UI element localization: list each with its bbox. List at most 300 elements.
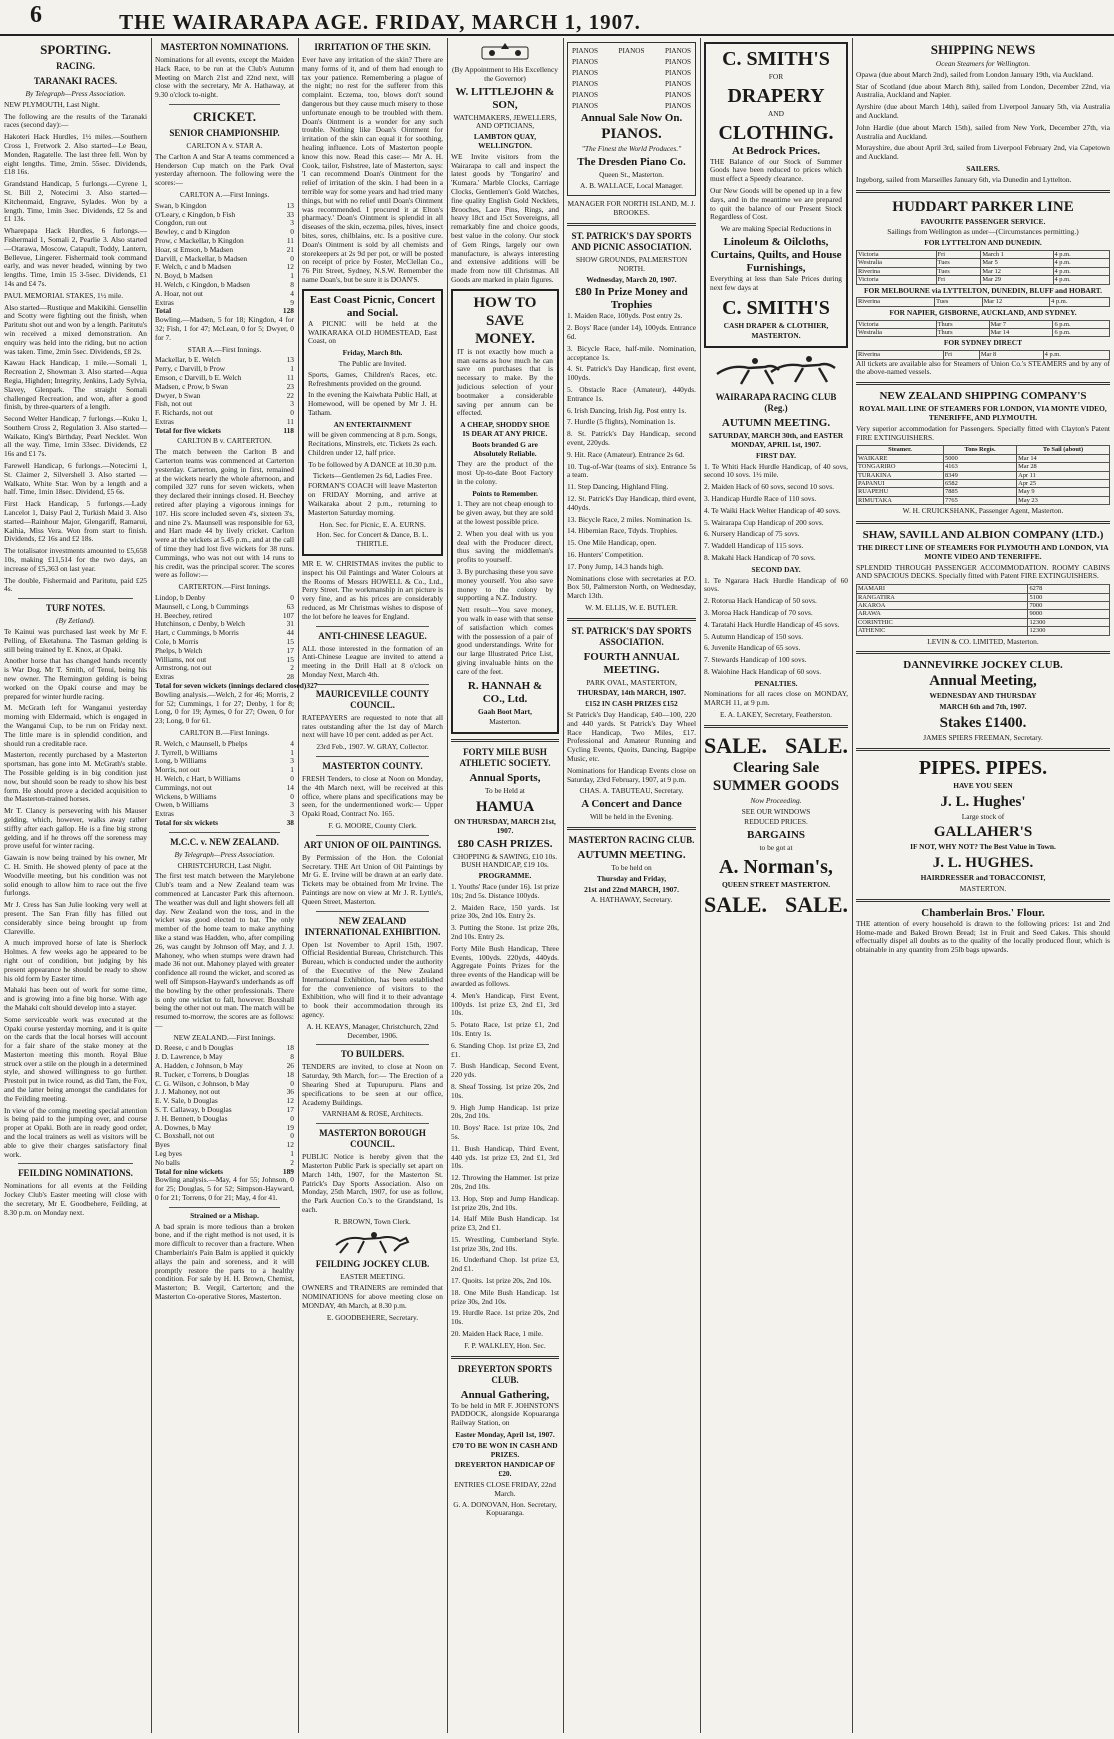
table-cell: 4 p.m. — [1053, 267, 1109, 275]
signature: G. A. DONOVAN, Hon. Secretary, Kopuaranga. — [453, 1499, 557, 1518]
list-item: 8. St. Patrick's Day Handicap, second event, 220yds. — [567, 429, 696, 447]
score-row: Darvill, c Mackellar, b Madsen 0 — [155, 253, 294, 263]
list-item: 9. Hit. Race (Amateur). Entrance 2s 6d. — [567, 449, 685, 459]
list-item: 6. Nursery Handicap of 75 sovs. — [704, 529, 800, 539]
list-item: 4. Men's Handicap, First Event, 100yds. 1st prize £3, 2nd £1, 3rd 10s. — [451, 990, 559, 1018]
signature: 23rd Feb., 1907. W. GRAY, Collector. — [316, 742, 429, 752]
local-manager: A. B. WALLACE, Local Manager. — [580, 180, 683, 190]
table-cell: ATHENIC — [857, 627, 1028, 635]
table-row — [857, 585, 1110, 593]
list-item: 14. Half Mile Bush Handicap. 1st prize £3, 2nd £1. — [451, 1214, 559, 1233]
column-rule — [298, 38, 299, 1733]
table-cell: Apr 11 — [1017, 471, 1110, 479]
cricket-heading: CRICKET. — [193, 108, 256, 124]
paragraph: Bowling analysis.—Welch, 2 for 46; Morris, 2 for 52; Cummings, 1 for 27; Denby, 1 for 8; Long, 0 for 19; Aymes, 0 for 27; Owen, 0 for 23; Long, 0 for 61. — [155, 689, 294, 726]
score-row: Prow, c Mackellar, b Kingdon 11 — [155, 235, 294, 245]
divider — [316, 835, 429, 836]
art-union-heading: ART UNION OF OIL PAINTINGS. — [303, 839, 442, 850]
ocean-heading: Ocean Steamers for Wellington. — [935, 59, 1031, 68]
table-cell: Mar 5 — [981, 259, 1053, 267]
section-heading: SPORTING. — [40, 42, 111, 57]
table-cell: 9000 — [1028, 610, 1110, 618]
paragraph: PAUL MEMORIAL STAKES, 1½ mile. — [4, 290, 124, 300]
paragraph: Nominations close with secretaries at P.O. Box 50, Palmerston North, on Wednesday, March 13th. — [567, 573, 696, 601]
event-date: ON THURSDAY, MARCH 21st, 1907. — [454, 817, 556, 835]
signature: JAMES SPIERS FREEMAN, Secretary. — [923, 733, 1043, 743]
masterton-county-heading: MASTERTON COUNTY. — [322, 761, 423, 771]
table-cell: Mar 14 — [989, 328, 1053, 336]
nzsc-heading: NEW ZEALAND SHIPPING COMPANY'S — [879, 390, 1087, 403]
athletic-heading: FORTY MILE BUSH ATHLETIC SOCIETY. — [459, 747, 551, 769]
list-item: 3. Handicap Hurdle Race of 110 sovs. — [704, 493, 817, 503]
paragraph: Nominations for all races close on MONDAY, MARCH 11, at 9 p.m. — [704, 689, 848, 708]
table-cell: Tues — [936, 267, 981, 275]
town: MASTERTON. — [959, 884, 1007, 894]
table-cell: Victoria — [857, 320, 937, 328]
list-item: 11. Bush Handicap, Third Event, 440 yds. 1st prize £3, 2nd £1, 3rd 10s. — [451, 1143, 559, 1171]
score-row: Extras 9 — [155, 297, 294, 307]
paragraph: FRESH Tenders, to close at Noon on Monday, the 4th March next, will be received at this office, where plans and specifications may be seen, for the undermentioned work:— Upper Opaki Road, Contract No. 165. — [302, 774, 443, 819]
divider — [316, 1123, 429, 1124]
sailers-heading: SAILERS. — [966, 163, 1000, 173]
score-row: Dwyer, b Swan 22 — [155, 390, 294, 400]
score-row: Extras 3 — [155, 809, 294, 819]
pianos-word: PIANOS — [665, 58, 691, 66]
event-date: Thursday and Friday, — [596, 873, 667, 883]
byline: By Telegraph—Press Association. — [174, 849, 275, 859]
summer-goods: SUMMER GOODS — [712, 777, 840, 794]
piano-ad — [567, 42, 696, 196]
list-item: 16. Underhand Chop. 1st prize £3, 2nd £1. — [451, 1255, 559, 1274]
table-cell: Apr 25 — [1017, 480, 1110, 488]
prize-banner: £80 In Prize Money and Trophies — [575, 286, 688, 312]
pianos-word: PIANOS — [665, 102, 691, 110]
table-cell: TURAKINA — [857, 471, 944, 479]
points-heading: Points to Remember. — [472, 488, 538, 498]
list-item: 15. Wrestling, Cumberland Style. 1st prize 30s, 2nd 10s. — [451, 1234, 559, 1253]
table-row — [857, 267, 1110, 275]
column-ads-a — [451, 38, 559, 1733]
drapery-word: DRAPERY — [727, 84, 825, 107]
paragraph: St Patrick's Day Handicap, £40—100, 220 and 440 yards. St Patrick's Day Wheel Race Handicap, Two Miles, £17. Professional and Amateur Running and Cycling Events, Quoits, Dancing, Bagpipe Music, etc. — [567, 710, 696, 764]
list-item: 12. St. Patrick's Day Handicap, third event, 440yds. — [567, 493, 696, 512]
table-cell: TONGARIRO — [857, 463, 944, 471]
huddart-sub: FAVOURITE PASSENGER SERVICE. — [920, 216, 1046, 226]
list-item: 5. Wairarapa Cup Handicap of 200 sovs. — [704, 517, 824, 527]
sailings-table — [856, 320, 1110, 338]
pipes-heading: PIPES. PIPES. — [918, 756, 1048, 779]
dance-note: To be followed by A DANCE at 10.30 p.m. — [308, 459, 437, 469]
score-row: F. Welch, c and b Madsen 12 — [155, 262, 294, 272]
annual-sports: Annual Sports, — [469, 772, 541, 785]
shaw-sub: THE DIRECT LINE OF STEAMERS FOR PLYMOUTH AND LONDON, VIA MONTE VIDEO AND TENERIFFE. — [857, 543, 1109, 561]
divider — [856, 382, 1110, 385]
table-header: Steamer. — [857, 446, 944, 454]
table-cell: Thurs — [936, 328, 989, 336]
cash-draper: CASH DRAPER & CLOTHIER, — [723, 320, 829, 330]
list-item: 5. Obstacle Race (Amateur), 440yds. Entrance 1s. — [567, 384, 696, 403]
scorecard — [155, 594, 294, 682]
pianos-word — [612, 101, 652, 112]
list-item: 8. Sheaf Tossing. 1st prize 20s, 2nd 10s. — [451, 1081, 559, 1100]
table-cell: Victoria — [857, 276, 937, 284]
annual-meeting: Annual Meeting, — [929, 673, 1037, 690]
table-row — [857, 593, 1110, 601]
sale-banner: SALE. SALE. — [704, 732, 848, 758]
list-item: 10. Tug-of-War (teams of six). Entrance 5s a team. — [567, 461, 696, 480]
table-row — [857, 627, 1110, 635]
list-item: 7. Hurdle (5 flights), Nomination 1s. — [567, 417, 676, 427]
table-cell: Mar 7 — [989, 320, 1053, 328]
paragraph: NEW PLYMOUTH, Last Night. — [4, 99, 100, 109]
score-row: A. Hadden, c Johnson, b May 26 — [155, 1061, 294, 1071]
masthead — [0, 0, 1114, 36]
to-be-got: to be got at — [759, 843, 793, 853]
list-item: 2. Maiden Hack of 60 sovs, second 10 sovs. — [704, 482, 834, 492]
autumn-meeting: AUTUMN MEETING. — [577, 849, 686, 862]
list-item: 1. Te Whiti Hack Hurdle Handicap, of 40 sovs, second 10 sovs. 1½ mile. — [704, 461, 848, 480]
score-row: E. V. Sale, b Douglas 12 — [155, 1096, 294, 1106]
list-item: 12. Throwing the Hammer. 1st prize 20s, 2nd 10s. — [451, 1173, 559, 1191]
score-row: No balls 2 — [155, 1157, 294, 1167]
list-item: 3. By purchasing these you save money yourself. You also save money to the colony by supporting a N.Z. Industry. — [457, 567, 553, 603]
paragraph: Mahaki has been out of work for some time, and is growing into a fine big horse. With age the Mahaki colt should develop into a stayer. — [4, 985, 147, 1012]
score-row: A. Hoar, not out 4 — [155, 288, 294, 298]
paragraph: Bowling.—Madsen, 5 for 18; Kingdon, 4 for 32; Fish, 1 for 47; McLean, 0 for 5; Dwyer, 0 for 7. — [155, 315, 294, 342]
list-item: 20. Maiden Hack Race, 1 mile. — [451, 1329, 543, 1339]
table-cell: Mar 29 — [981, 276, 1053, 284]
score-row: D. Reese, c and b Douglas 18 — [155, 1043, 294, 1053]
pianos-word — [612, 68, 652, 79]
list-item: 17. Quoits. 1st prize 20s, 2nd 10s. — [451, 1276, 552, 1286]
paragraph: ALL those interested in the formation of an Anti-Chinese League are invited to attend a meeting in the Drill Hall at 8 o'clock on Monday Next, March 4th. — [302, 643, 443, 680]
table-row — [857, 259, 1110, 267]
table-cell: Riverina — [857, 351, 944, 359]
boots-heading: Boots branded G are Absolutely Reliable. — [472, 439, 538, 458]
divider — [18, 598, 133, 599]
table-row — [857, 250, 1110, 258]
gallaher: GALLAHER'S — [933, 824, 1033, 841]
list-item: 10. Boys' Race. 1st prize 10s, 2nd 5s. — [451, 1123, 559, 1141]
paragraph: Morayshire, due about April 3rd, sailed from Liverpool February 2nd, via Capetown and Auckland. — [856, 143, 1110, 162]
table-cell: Fri — [936, 276, 981, 284]
paragraph: Our New Goods will be opened up in a few days, and in the meantime we are prepared to quit the balance of our Present Stock Regardless of Cost. — [710, 185, 842, 222]
picnic-heading: East Coast Picnic, Concert and Social. — [309, 293, 436, 319]
list-item: 1. Youths' Race (under 16). 1st prize 10s; 2nd 5s. Distance 100yds. — [451, 882, 559, 900]
pianos-word — [612, 90, 652, 101]
table-header: Tons Regis. — [944, 446, 1017, 454]
secretary: Hon. Sec. for Picnic, E. A. EURNS. — [319, 519, 426, 529]
table-cell: RUAPEHU — [857, 488, 944, 496]
score-row: A. Downes, b May 19 — [155, 1122, 294, 1132]
signature: R. BROWN, Town Clerk. — [334, 1216, 411, 1226]
pianos-word: PIANOS — [572, 69, 598, 77]
paragraph: MR E. W. CHRISTMAS invites the public to inspect his Oil Paintings and Water Colours at the Rooms of Messrs HOWELL & Co., Ltd., Perry Street. The workmanship in art picture is very fine, and as his prices are considerably reduced, as Mr Christmas wishes to dispose of the lot before he leaves for England. — [302, 559, 443, 621]
paragraph: OWNERS and TRAINERS are reminded that NOMINATIONS for above meeting close on MONDAY, 4th March, at 8.30 p.m. — [302, 1283, 443, 1310]
finest-note: "The Finest the World Produces." — [581, 144, 682, 153]
table-row — [857, 463, 1110, 471]
list-item: 16. Hunters' Competition. — [567, 549, 644, 559]
divider — [567, 827, 696, 830]
score-row: Williams, not out 15 — [155, 654, 294, 664]
paragraph: Ever have any irritation of the skin? There are many forms of it, and of them had enough to tax your patience. Remembering a plague of the night; no rest for the sufferer from this complaint. Eczema, too, blows don't sound dangerous but they cause much misery to those unfortunate enough to be troubled with them. Doan's Ointment is a wonder for any such trouble. Nothing like Doan's Ointment for irritation of the skin can equal it for soothing, healing influence. Lots of Masterton people know this now. Read this case:— Mr A. H. Cook, tailor, Fishstree, late of Masterton, says: 'I can recommend Doan's Ointment for the relief of irritation of the skin. I had been in a terrible way for some years and had tried many things, but with no relief until Doan's Ointment was recommended. I procured it at Elton's pharmacy.' Doan's Ointment is splendid in all diseases of the skin, eczema, piles, hives, insect bites, sores, chilblains, etc. Is a positive cure. Doan's Ointment is sold by all chemists and storekeepers at 2s 9d per pot, or will be posted on receipt of price by Foster, McClellan Co., 76 Pitt Street, Sydney, N.S.W. Remember the name Doan's, but be sure it is DOAN'S. — [302, 55, 443, 284]
score-row: Fish, not out 3 — [155, 399, 294, 409]
event-date: Easter Monday, April 1st, 1907. — [455, 1430, 555, 1440]
list-item: 13. Bicycle Race, 2 miles. Nomination 1s. — [567, 514, 692, 524]
score-row: Swan, b Kingdon 13 — [155, 200, 294, 210]
table-cell: 12300 — [1028, 627, 1110, 635]
score-row: Congdon, run out 3 — [155, 218, 294, 228]
score-row: Hutchinson, c Denby, b Welch 31 — [155, 619, 294, 629]
paragraph: RATEPAYERS are requested to note that all rates outstanding after the 1st day of March next will have 10 per cent. added as per Act. — [302, 712, 443, 740]
paragraph: M. McGrath left for Wanganui yesterday morning with Eldermaid, which is engaged in the Wanganui Cup, to be run on Friday next. The little mare is in splendid condition, and should run a creditable race. — [4, 703, 147, 748]
signature: A. H. KEAYS, Manager, Christchurch, 22nd December, 1906. — [306, 1021, 439, 1040]
hannah-name: R. HANNAH & CO., Ltd. — [467, 679, 543, 705]
paragraph: Also started—Rustique and Makikihi. Gensellin and Scotty were fighting out the finish, when Paritutu shot out and won by a length. Paritutu's win received a mixed demonstration. An enquiry was held into the riding, but no action was taken. Time, 2min 5sec. Dividends, £8 2s. — [4, 302, 147, 356]
paragraph: A PICNIC will be held at the WAIKARAKA OLD HOMESTEAD, East Coast, on — [308, 318, 437, 346]
paragraph: Opawa (due about March 2nd), sailed from London January 19th, via Auckland. — [856, 69, 1094, 79]
score-row: Bewley, c and b Kingdon 0 — [155, 227, 294, 237]
table-cell: 4 p.m. — [1053, 276, 1109, 284]
list-item: 7. Stewards Handicap of 100 sovs. — [704, 655, 807, 665]
divider — [451, 1356, 559, 1359]
table-cell: Westralia — [857, 328, 937, 336]
event-date: MARCH 6th and 7th, 1907. — [939, 702, 1027, 712]
bargains: BARGAINS — [746, 829, 806, 842]
events-list — [567, 312, 696, 571]
hughes-name-2: J. L. HUGHES. — [932, 855, 1034, 872]
signature: A. HATHAWAY, Secretary. — [590, 895, 673, 905]
venue: PARK OVAL, MASTERTON, — [586, 677, 677, 687]
paragraph: SPLENDID THROUGH PASSENGER ACCOMMODATION. ROOMY CABINS AND SPACIOUS DECKS. Specially fitted with Patent FIRE EXTINGUISHERS. — [856, 562, 1110, 581]
prize-banner: £80 CASH PRIZES. — [457, 837, 553, 850]
column-rule — [852, 38, 853, 1733]
table-cell: RANGATIRA — [857, 593, 1028, 601]
table-cell: AKAROA — [857, 602, 1028, 610]
paragraph: Hakoteri Hack Hurdles, 1½ miles.—Southern Cross 1, Fretwork 2. Also started—Le Beau, Monden, Ragatelle. The last three fell. Won by eight lengths. Time, 2min. 55sec. Dividends, £18 16s. — [4, 132, 147, 177]
divider — [856, 899, 1110, 902]
paragraph: Second Welter Handicap, 7 furlongs.—Kuku 1, Southern Cross 2, Regulation 3. Also started—Waikato, King's Birthday, Pearl Necklet. Won all the way. Time, 1min 33sec. Dividends, £2 16s and £1 7s. — [4, 414, 147, 459]
score-total: Total for five wickets 118 — [155, 425, 294, 435]
firm-trade: WATCHMAKERS, JEWELLERS, AND OPTICIANS, — [453, 112, 557, 131]
mcc-heading: M.C.C. v. NEW ZEALAND. — [170, 836, 279, 847]
list-item: 19. Hurdle Race. 1st prize 20s, 2nd 10s. — [451, 1308, 559, 1327]
innings-title: CARLTON A.—First Innings. — [179, 189, 270, 199]
list-item: 14. Hibernian Race, Tdyds. Trophies. — [567, 526, 678, 536]
list-item: 5. Autumn Handicap of 150 sovs. — [704, 631, 804, 641]
paragraph: Wharepapa Hack Hurdles, 6 furlongs.—Fishermaid 1, Somali 2, Pearlie 3. Also started—Otarawa, Moscow, Catapult, Toddy, Lantern, Bellevue, Lingerer. Fishermaid took command early, and was never headed, winning by two lengths. Time, 1min 15 3-5sec. Dividends, £1 14s and £4 7s. — [4, 226, 147, 288]
table-cell: 4 p.m. — [1053, 250, 1109, 258]
bedrock-prices: At Bedrock Prices. — [731, 144, 821, 157]
list-item: 15. One Mile Handicap, open. — [567, 538, 657, 548]
pianos-word: PIANOS — [665, 47, 691, 55]
borough-council-heading: MASTERTON BOROUGH COUNCIL. — [319, 1128, 426, 1150]
reduced-prices: REDUCED PRICES. — [744, 817, 808, 827]
table-row — [857, 610, 1110, 618]
paragraph: will be given commencing at 8 p.m. Songs, Recitations, Minstrels, etc. Tickets 2s each. Children under 12, half price. — [308, 430, 437, 458]
pianos-word: PIANOS — [665, 69, 691, 77]
event-date: Wednesday, March 20, 1907. — [586, 274, 677, 284]
st-patricks-assoc-heading: ST. PATRICK'S DAY SPORTS ASSOCIATION. — [571, 625, 692, 647]
paragraph: Grandstand Handicap, 5 furlongs.—Cyrene 1, St. Bill 2, Notecirni 3. Also started—Kitchenmaid, Engrave, Sylades. Won by a length. Time, 1min 3sec. Dividends, £2 5s and £1 13s. — [4, 179, 147, 224]
list-item: 6. Standing Chop. 1st prize £3, 2nd £1. — [451, 1040, 559, 1059]
list-item: 4. Taratahi Hack Hurdle Handicap of 45 sovs. — [704, 619, 840, 629]
table-cell: Riverina — [857, 298, 935, 306]
first-day: FIRST DAY. — [756, 450, 796, 460]
second-day: SECOND DAY. — [751, 564, 801, 574]
taranaki-heading: TARANAKI RACES. — [33, 76, 118, 86]
divider — [316, 1044, 429, 1045]
divider — [856, 190, 1110, 193]
table-cell: CORINTHIC — [857, 618, 1028, 626]
paragraph: All tickets are available also for Steamers of Union Co.'s STEAMERS and by any of the above-named vessels. — [856, 358, 1110, 377]
pianos-word — [612, 57, 652, 68]
held-on: To be held on — [611, 863, 652, 873]
now-proceeding: Now Proceeding. — [750, 795, 802, 805]
score-row: Madsen, c Prow, b Swan 23 — [155, 381, 294, 391]
event-date: 21st and 22nd MARCH, 1907. — [584, 884, 679, 894]
score-row: Owen, b Williams 3 — [155, 800, 294, 810]
score-row: Morris, not out 1 — [155, 765, 294, 775]
nominations-heading: MASTERTON NOMINATIONS. — [160, 42, 289, 52]
exhibition-heading: NEW ZEALAND INTERNATIONAL EXHIBITION. — [304, 915, 441, 937]
pianos-word: PIANOS — [572, 58, 598, 66]
paragraph: To be held in MR F. JOHNSTON'S PADDOCK, alongside Kopuaranga Railway Station, on — [451, 1400, 559, 1428]
score-row: Extras 28 — [155, 672, 294, 682]
racing-horses-illustration — [711, 352, 841, 388]
paragraph: A much improved horse of late is Sherlock Holmes. A few weeks ago he appeared to be right out of condition, but judging by his present appearance he should be ready to show his old form by Easter time. — [4, 938, 147, 983]
column-notices — [302, 38, 443, 1733]
list-item: 11. Step Dancing, Highland Fling. — [567, 482, 669, 492]
table-row — [857, 496, 1110, 504]
appointment-note: (By Appointment to His Excellency the Governor) — [452, 65, 558, 83]
norman-name: A. Norman's, — [719, 856, 833, 879]
pianos-word: PIANOS — [618, 47, 645, 55]
table-cell: Riverina — [857, 267, 937, 275]
paragraph: Mr T. Clancy is persevering with his Mauser gelding, which, however, walks away rather stiffly after each gallop. He is a fine big strong gelding, and if he throws off the soreness may prove useful for winter racing. — [4, 806, 147, 851]
paragraph: Ayrshire (due about March 14th), sailed from Liverpool January 5th, via Australia and Auckland. — [856, 102, 1110, 120]
score-row: Lindop, b Denby 0 — [155, 593, 294, 603]
divider — [704, 725, 848, 728]
table-cell: RIMUTAKA — [857, 496, 944, 504]
picnic-ad — [302, 289, 443, 556]
racing-heading: RACING. — [56, 61, 95, 71]
table-cell: Fri — [936, 250, 981, 258]
divider — [169, 1207, 280, 1208]
table-row — [857, 454, 1110, 462]
table-cell: Thurs — [936, 320, 989, 328]
nzsc-sub: ROYAL MAIL LINE OF STEAMERS FOR LONDON, VIA MONTE VIDEO, TENERIFFE, AND PLYMOUTH. — [859, 404, 1107, 422]
score-row: J. D. Lawrence, b May 8 — [155, 1052, 294, 1062]
score-row: Mackellar, b E. Welch 13 — [155, 355, 294, 365]
list-item: 6. Juvenile Handicap of 65 sovs. — [704, 643, 801, 653]
match-title: CARLTON B v. CARTERTON. — [177, 436, 272, 446]
column-rule — [151, 38, 152, 1733]
paragraph: First Hack Handicap, 5 furlongs.—Lady Lancelot 1, Daisy Paul 2, Turkish Maid 3. Also started—Rainhour Major, Glengariff, Ramarui, Kaihia, Miss Vera. Won from start to finish. Dividends, £2 16s and £2 18s. — [4, 499, 147, 544]
table-row — [857, 351, 1110, 359]
divider — [856, 748, 1110, 751]
list-item: 7. Bush Handicap, Second Event, 220 yds. — [451, 1061, 559, 1080]
royal-crest-icon — [480, 41, 530, 63]
list-item: 6. Irish Dancing, Irish Jig. Post entry 1s. — [567, 405, 687, 415]
score-row: R. Tucker, c Torrens, b Douglas 18 — [155, 1069, 294, 1079]
score-row: R. Welch, c Maunsell, b Phelps 4 — [155, 738, 294, 748]
divider — [567, 618, 696, 621]
list-item: 7. Waddell Handicap of 115 sovs. — [704, 541, 804, 551]
paragraph: THE attention of every household is drawn to the following prices: 1st and 2nd Home-made and Baked Brown Bread; 1st in Fruit and Seed Cakes. This should effectually dispel all doubts as to the quality of the locally produced flour, which is obtainable in any quantity from 25lb bags upwards. — [856, 918, 1110, 955]
column-rule — [447, 38, 448, 1733]
column-rule — [700, 38, 701, 1733]
for-word: FOR — [768, 72, 784, 81]
table-cell: Mar 12 — [982, 298, 1050, 306]
score-row: H. Welch, c Kingdon, b Madsen 8 — [155, 279, 294, 289]
list-item: 18. One Mile Bush Handicap. 1st prize 30s, 2nd 10s. — [451, 1287, 559, 1306]
divider — [316, 626, 429, 627]
paragraph: The double, Fishermaid and Paritutu, paid £25 4s. — [4, 575, 147, 594]
table-cell: 5000 — [944, 454, 1017, 462]
list-item: Forty Mile Bush Handicap, Three Events, 100yds. 220yds, 440yds. Aggregate Points Prizes for the three events of the Handicap will be awarded as follows. — [451, 943, 559, 988]
linoleum-list: Linoleum & Oilcloths, Curtains, Quilts, and House Furnishings, — [710, 235, 842, 274]
list-item: 13. Hop, Step and Jump Handicap. 1st prize 20s, 2nd 10s. — [451, 1193, 559, 1212]
builders-heading: TO BUILDERS. — [340, 1049, 405, 1060]
route-heading: FOR NAPIER, GISBORNE, AUCKLAND, AND SYDNEY. — [889, 307, 1077, 317]
agent: LEVIN & CO. LIMITED, Masterton. — [927, 636, 1039, 646]
score-row: J. Tyrrell, b Williams 1 — [155, 747, 294, 757]
concert-sub: Will be held in the Evening. — [589, 812, 674, 822]
score-row: Emson, c Darvill, b E. Welch 11 — [155, 372, 294, 382]
paragraph: Another horse that has changed hands recently is War Dog. Mr T. Smith, of Tenui, being his new owner. The Remington gelding is being worked on the Opaki course and may be prepared for winter hurdle racing. — [4, 656, 147, 701]
sailings-table — [856, 250, 1110, 285]
race-list — [704, 463, 848, 563]
scorecard — [155, 202, 294, 308]
table-row — [857, 471, 1110, 479]
table-cell: ARAWA — [857, 610, 1028, 618]
stakes: Stakes £1400. — [939, 715, 1027, 732]
divider — [18, 1163, 133, 1164]
score-row: Cole, b Morris 15 — [155, 637, 294, 647]
paragraph: They are the product of the most Up-to-date Boot Factory in the colony. — [457, 459, 553, 486]
table-cell: 7000 — [1028, 602, 1110, 610]
paragraph: The first test match between the Marylebone Club's team and a New Zealand team was commenced at Lancaster Park this afternoon. The weather was dull and light showers fell all day. New Zealand won the toss, and in the wicket was good elected to bat. The only member of the home team to make anything like a stand was Hadden, who, after compiling 26, was caught by Johnson off May, and J. J. Mahoney, who when stumps were drawn had made 36 not out. Mahoney played with greater confidence all round the wicket, and scored as well off Simpson-Hayward's underhands as off the bowling by the other professionals. There is only one wicket to fall, however. Boxshall being the other not out man. The match will be resumed to-morrow, the scores are as follows:— — [155, 871, 294, 1030]
penalties: PENALTIES. — [754, 678, 798, 688]
pianos-word: PIANOS — [572, 102, 598, 110]
score-row: Hoar, st Emson, b Madsen 21 — [155, 244, 294, 254]
score-row: Byes 12 — [155, 1140, 294, 1150]
hughes-name: J. L. Hughes' — [940, 793, 1026, 810]
table-header: To Sail (about) — [1017, 446, 1110, 454]
divider — [316, 756, 429, 757]
list-item: 2. Maiden Race, 150 yards. 1st prize 30s, 2nd 10s. Entry 2s. — [451, 902, 559, 921]
divider — [856, 651, 1110, 654]
held-at: To be Held at — [485, 786, 525, 796]
scorecard — [155, 1044, 294, 1167]
turf-notes-heading: TURF NOTES. — [45, 603, 106, 614]
signature: W. M. ELLIS, W. E. BUTLER. — [585, 602, 678, 612]
score-row: J. H. Bennett, b Douglas 0 — [155, 1113, 294, 1123]
paragraph: Masterton, recently purchased by a Masterton sportsman, has gone into M. McGrath's stable. The Possible gelding is in big condition just now, but should soon be ready to show his best form. He should prove a decided acquisition to the Masterton-trained horses. — [4, 750, 147, 804]
smith-name: C. SMITH'S — [722, 48, 830, 70]
feilding-heading: FEILDING NOMINATIONS. — [18, 1168, 133, 1179]
paragraph: Gawain is now being trained by his owner, Mr C. H. Smith. He showed plenty of pace at the Woodville meeting, but his condition was not solid enough to allow him to race out the five furlongs. — [4, 853, 147, 898]
innings-title: CARTERTON.—First Innings. — [178, 582, 271, 592]
scorecard — [155, 356, 294, 426]
score-row: Cummings, not out 14 — [155, 782, 294, 792]
column-drapery — [704, 38, 848, 1733]
table-cell: Tues — [935, 298, 982, 306]
event-date: SATURDAY, MARCH 30th, and EASTER MONDAY, APRIL 1st, 1907. — [708, 431, 844, 449]
huddart-text: Sailings from Wellington as under—(Circumstances permitting.) — [887, 227, 1079, 237]
column-shipping — [856, 38, 1110, 1733]
